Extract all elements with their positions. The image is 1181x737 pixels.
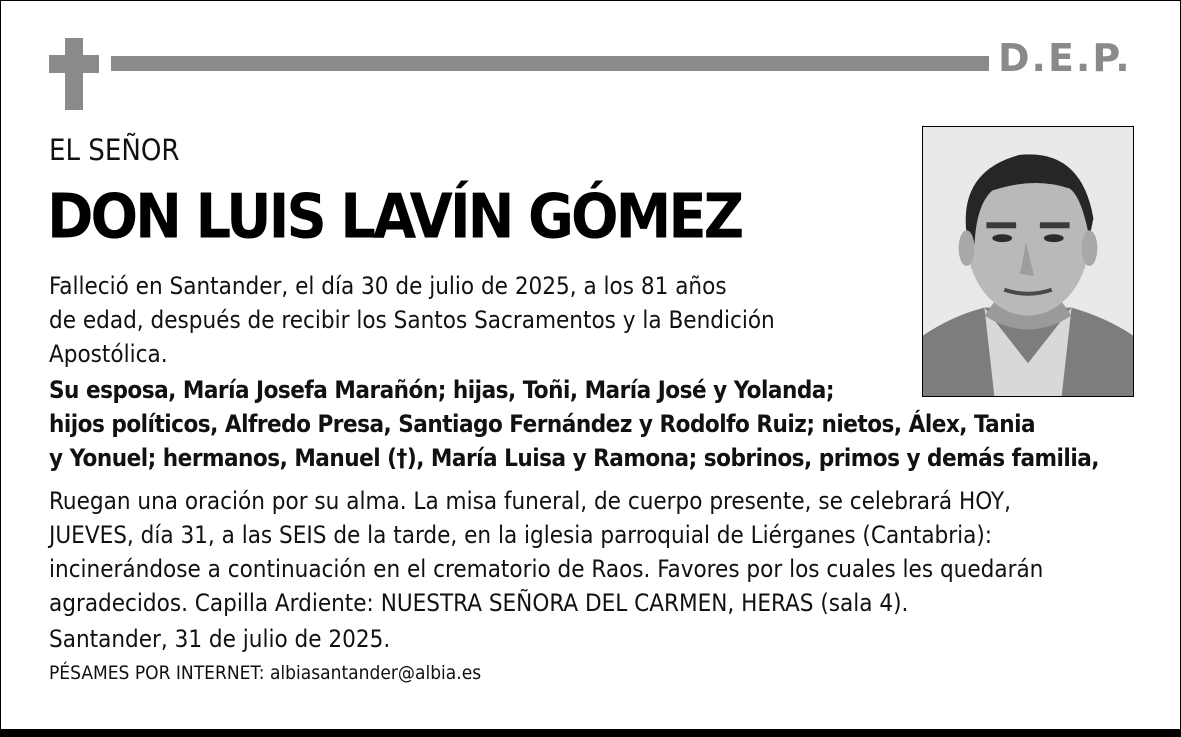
- death-notice-line: Apostólica.: [49, 340, 168, 368]
- header-rule: [111, 56, 989, 71]
- family-line: Su esposa, María Josefa Marañón; hijas, Toñi, María José y Yolanda;: [49, 376, 834, 404]
- ceremony-line: incinerándose a continuación en el crematorio de Raos. Favores por los cuales les quedarán: [49, 555, 1044, 583]
- deceased-name: DON LUIS LAVÍN GÓMEZ: [47, 181, 742, 253]
- death-notice: [49, 269, 775, 371]
- cross-icon-arm: [49, 55, 99, 73]
- death-notice-line: Falleció en Santander, el día 30 de julio de 2025, a los 81 años: [49, 272, 727, 300]
- ceremony-line: JUEVES, día 31, a las SEIS de la tarde, en la iglesia parroquial de Liérganes (Cantabria):: [49, 521, 993, 549]
- date-place: Santander, 31 de julio de 2025.: [49, 625, 391, 653]
- salutation: EL SEÑOR: [49, 133, 180, 167]
- ceremony-details: [49, 484, 1043, 620]
- bottom-rule: [1, 729, 1180, 736]
- dep-label: D.E.P.: [998, 36, 1132, 80]
- cross-icon: [65, 38, 83, 110]
- condolences-contact: PÉSAMES POR INTERNET: albiasantander@albia.es: [49, 662, 482, 684]
- family-line: y Yonuel; hermanos, Manuel (†), María Luisa y Ramona; sobrinos, primos y demás familia,: [49, 444, 1099, 472]
- death-notice-line: de edad, después de recibir los Santos Sacramentos y la Bendición: [49, 306, 775, 334]
- ceremony-line: agradecidos. Capilla Ardiente: NUESTRA SEÑORA DEL CARMEN, HERAS (sala 4).: [49, 589, 909, 617]
- family-list: [49, 373, 1099, 475]
- ceremony-line: Ruegan una oración por su alma. La misa funeral, de cuerpo presente, se celebrará HOY,: [49, 487, 1011, 515]
- portrait-photo: [922, 126, 1134, 397]
- portrait-image: [923, 127, 1133, 396]
- family-line: hijos políticos, Alfredo Presa, Santiago Fernández y Rodolfo Ruiz; nietos, Álex, Tania: [49, 410, 1036, 438]
